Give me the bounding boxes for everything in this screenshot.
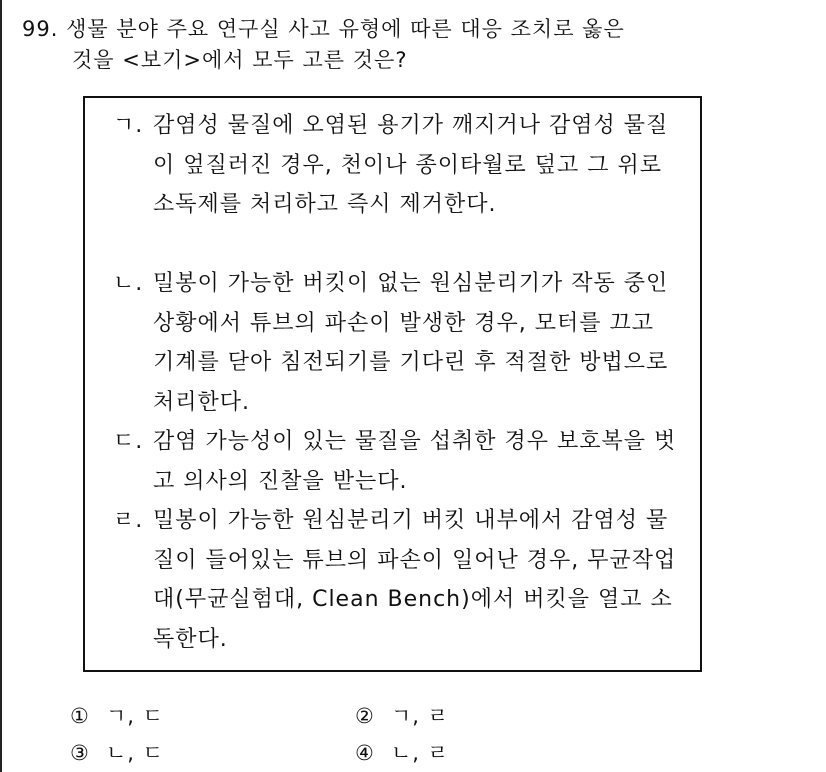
left-border-rule: [0, 0, 2, 772]
answer-choice-3[interactable]: [70, 739, 164, 767]
bogi-item-text: 감염 가능성이 있는 물질을 섭취한 경우 보호복을 벗고 의사의 진찰을 받는다.: [153, 429, 677, 494]
bogi-item-marker: ㄱ.: [113, 113, 144, 138]
answer-choice-1[interactable]: [70, 702, 164, 730]
bogi-item-rieul: [113, 501, 683, 659]
bogi-item-marker: ㄷ.: [113, 429, 144, 454]
answer-choice-4[interactable]: [355, 739, 449, 767]
question-line-1: 99. 생물 분야 주요 연구실 사고 유형에 따른 대응 조치로 옳은: [22, 17, 625, 41]
choice-number: ②: [355, 704, 375, 728]
bogi-item-text: 밀봉이 가능한 원심분리기 버킷 내부에서 감염성 물질이 들어있는 튜브의 파손이 일어난 경우, 무균작업대(무균실험대, Clean Bench)에서 버킷을 열고 소독한다.: [153, 508, 677, 652]
bogi-item-text: 밀봉이 가능한 버킷이 없는 원심분리기가 작동 중인 상황에서 튜브의 파손이 발생한 경우, 모터를 끄고 기계를 닫아 침전되기를 기다린 후 적절한 방법으로 처리한다.: [153, 271, 669, 415]
question-stem: [22, 14, 802, 76]
bogi-item-text: 감염성 물질에 오염된 용기가 깨지거나 감염성 물질이 엎질러진 경우, 천이나 종이타월로 덮고 그 위로 소독제를 처리하고 즉시 제거한다.: [153, 113, 669, 217]
bogi-item-digeut: [113, 422, 683, 501]
choice-text: ㄱ, ㄹ: [391, 704, 449, 728]
bogi-box: [83, 96, 702, 672]
choice-text: ㄴ, ㄹ: [391, 741, 449, 765]
answer-choice-2[interactable]: [355, 702, 449, 730]
bogi-item-nieun: [113, 264, 683, 422]
bogi-item-marker: ㄴ.: [113, 271, 144, 296]
choice-text: ㄴ, ㄷ: [106, 741, 164, 765]
choice-number: ③: [70, 741, 90, 765]
bogi-item-marker: ㄹ.: [113, 508, 144, 533]
question-line-2: 것을 <보기>에서 모두 고른 것은?: [72, 48, 408, 72]
choice-number: ④: [355, 741, 375, 765]
choice-number: ①: [70, 704, 90, 728]
choice-text: ㄱ, ㄷ: [106, 704, 164, 728]
bogi-item-giyeok: [113, 106, 683, 225]
